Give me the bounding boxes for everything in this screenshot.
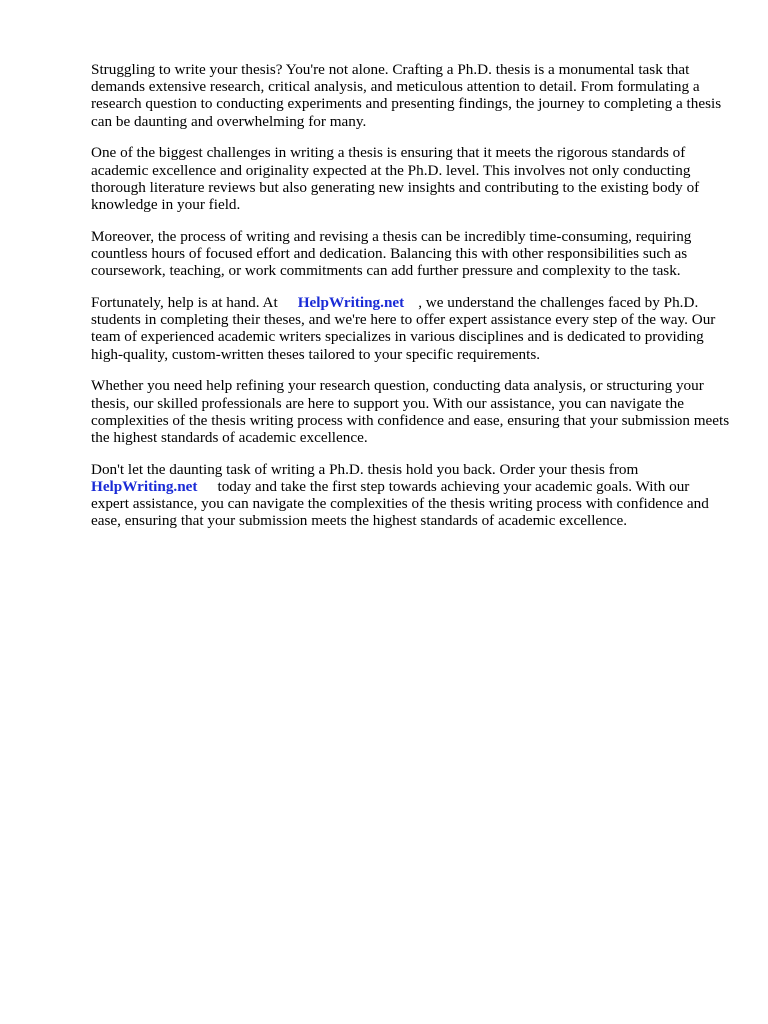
closing-text-after: today and take the first step towards achieving your academic goals. With our expert assistance, you can navigate the complexities of the thesis writing process with confidence and ease, ensuring that your submission meets the highest standards of academic excellence. (91, 478, 709, 530)
help-paragraph (91, 294, 731, 363)
closing-text-before: Don't let the daunting task of writing a Ph.D. thesis hold you back. Order your thesis from (91, 460, 639, 478)
help-text-after: , we understand the challenges faced by Ph.D. students in completing their theses, and we're here to offer expert assistance every step of the way. Our team of experienced academic writers specializes in various disciplines and is dedicated to providing high-quality, custom-written theses tailored to your specific requirements. (91, 294, 716, 363)
helpwriting-link[interactable]: HelpWriting.net (297, 294, 405, 312)
help-text-before: Fortunately, help is at hand. At (91, 294, 278, 312)
support-paragraph: Whether you need help refining your research question, conducting data analysis, or structuring your thesis, our skilled professionals are here to support you. With our assistance, you can navigate the complexities of the thesis writing process with confidence and ease, ensuring that your submission meets the highest standards of academic excellence. (91, 377, 730, 447)
intro-paragraph: Struggling to write your thesis? You're not alone. Crafting a Ph.D. thesis is a monumental task that demands extensive research, critical analysis, and meticulous attention to detail. From formulating a research question to conducting experiments and presenting findings, the journey to completing a thesis can be daunting and overwhelming for many. (91, 61, 722, 130)
closing-paragraph (91, 461, 731, 530)
time-paragraph: Moreover, the process of writing and revising a thesis can be incredibly time-consuming, requiring countless hours of focused effort and dedication. Balancing this with other responsibilities such as coursework, teaching, or work commitments can add further pressure and complexity to the task. (91, 227, 692, 280)
document-body (91, 61, 731, 544)
challenges-paragraph: One of the biggest challenges in writing a thesis is ensuring that it meets the rigorous standards of academic excellence and originality expected at the Ph.D. level. This involves not only conducting thorough literature reviews but also generating new insights and contributing to the existing body of knowledge in your field. (91, 144, 700, 214)
helpwriting-order-link[interactable]: HelpWriting.net (91, 478, 198, 496)
